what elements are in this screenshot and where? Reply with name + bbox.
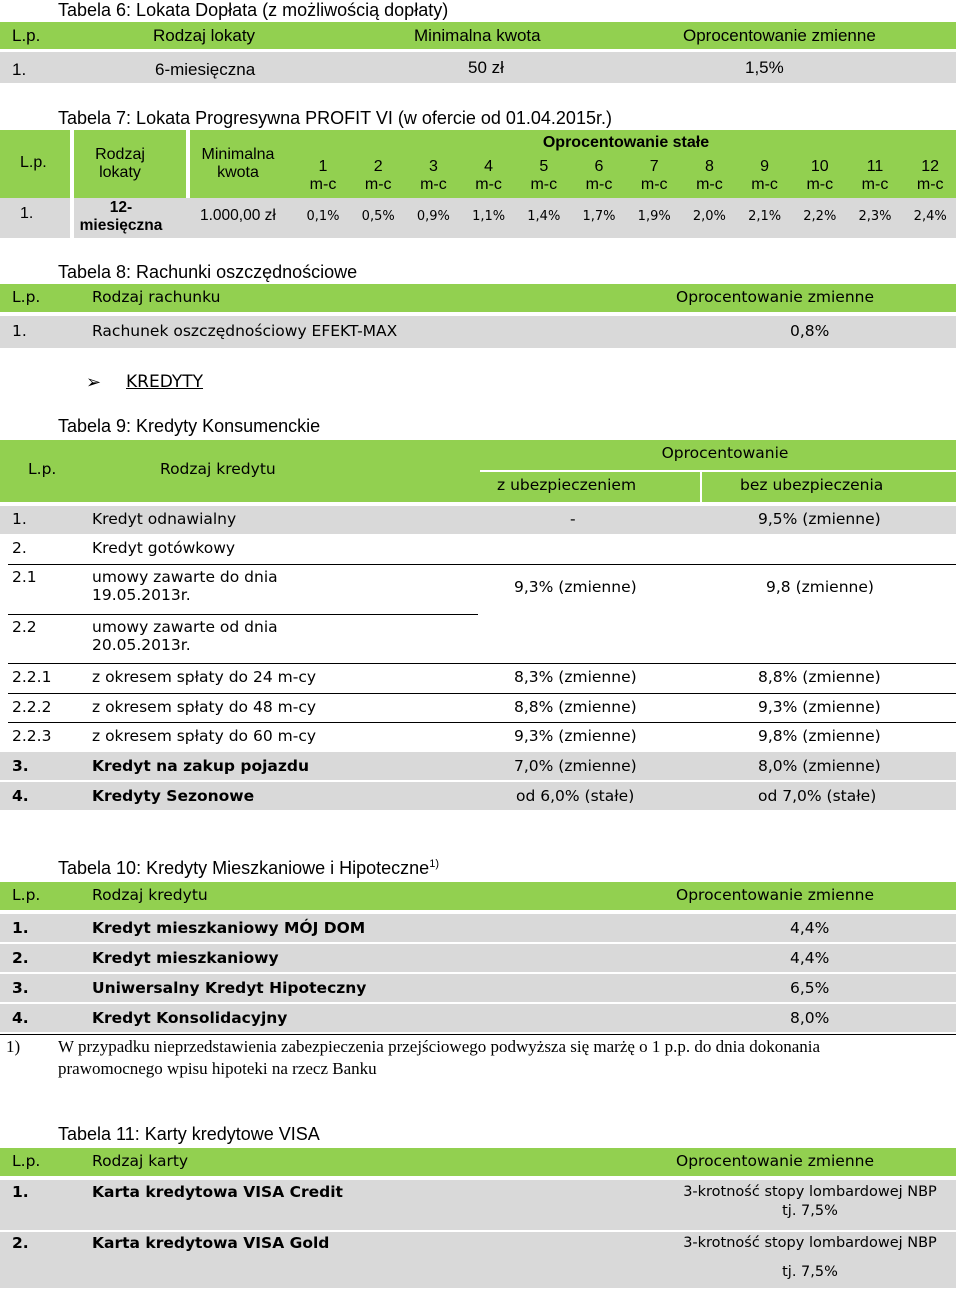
row-oprocentowanie: 0,8% <box>790 322 830 340</box>
row-rodzaj: 6-miesięczna <box>155 60 256 79</box>
row-rodzaj: z okresem spłaty do 48 m-cy <box>92 698 317 716</box>
table11-row <box>0 1232 956 1288</box>
table10-row <box>0 974 956 1002</box>
footnote-text: W przypadku nieprzedstawienia zabezpieczenia przejściowego podwyższa się marżę o 1 p.p. do dnia dokonania prawomocnego wpisu hipoteki na rzecz Banku <box>58 1037 821 1078</box>
row-lp: 1. <box>12 60 27 79</box>
t9-header-z-ubezpieczeniem: z ubezpieczeniem <box>497 476 637 494</box>
divider <box>8 722 956 723</box>
row-z-ubezp: 8,8% (zmienne) <box>514 698 637 716</box>
t7-rate-cell: 0,1% <box>306 209 340 224</box>
divider <box>8 693 956 694</box>
t7-rate-cell: 0,5% <box>361 209 395 224</box>
row-rodzaj: Uniwersalny Kredyt Hipoteczny <box>92 979 367 997</box>
row-z-ubezp: od 6,0% (stałe) <box>516 787 635 805</box>
row-rodzaj: Kredyty Sezonowe <box>92 787 255 805</box>
table10-header <box>0 882 956 910</box>
t9-header-bez-ubezpieczenia: bez ubezpieczenia <box>740 476 884 494</box>
row-lp: 2.2.2 <box>12 698 52 716</box>
header-rodzaj-karty: Rodzaj karty <box>92 1152 189 1170</box>
row-rodzaj: Kredyt na zakup pojazdu <box>92 757 310 775</box>
row-rodzaj: Karta kredytowa VISA Gold <box>92 1234 330 1252</box>
row-lp: 2.2.1 <box>12 668 52 686</box>
t7-header-lp: L.p. <box>20 154 47 171</box>
header-lp: L.p. <box>12 1152 41 1170</box>
table10-title: Tabela 10: Kredyty Mieszkaniowe i Hipoteczne$^{1)}$ <box>58 858 439 878</box>
table6-header <box>0 22 956 49</box>
row-lp: 2.1 <box>12 568 37 586</box>
t7-rates <box>296 209 952 229</box>
row-lp: 3. <box>12 757 29 775</box>
t7-months <box>296 158 952 198</box>
row-lp: 1. <box>12 1183 29 1201</box>
row-z-ubezp: - <box>570 510 576 528</box>
t7-rate-cell: 1,7% <box>582 209 616 224</box>
t7-month-header: 4 m-c <box>475 158 502 193</box>
row-rodzaj: Kredyt Konsolidacyjny <box>92 1009 288 1027</box>
row-lp: 4. <box>12 1009 29 1027</box>
bullet-arrow-icon: ➢ <box>86 372 102 392</box>
row-lp: 4. <box>12 787 29 805</box>
row-oprocentowanie: 8,0% <box>790 1009 830 1027</box>
t7-month-header: 8 m-c <box>696 158 723 193</box>
table7-divider <box>70 130 74 238</box>
table11-row <box>0 1180 956 1230</box>
t7-header-stale: Oprocentowanie stałe <box>542 134 710 151</box>
row-oprocentowanie: 6,5% <box>790 979 830 997</box>
header-oprocentowanie: Oprocentowanie zmienne <box>676 1152 875 1170</box>
row-lp: 1. <box>12 510 27 528</box>
table6-title: Tabela 6: Lokata Dopłata (z możliwością dopłaty) <box>58 0 449 20</box>
row-rodzaj: Kredyt mieszkaniowy <box>92 949 279 967</box>
t7-rate-cell: 2,0% <box>692 209 726 224</box>
t7-rate-cell: 1,9% <box>637 209 671 224</box>
row-lp: 3. <box>12 979 29 997</box>
header-oprocentowanie: Oprocentowanie zmienne <box>683 26 876 45</box>
header-lp: L.p. <box>12 26 41 45</box>
t7-month-header: 1 m-c <box>309 158 337 193</box>
header-oprocentowanie: Oprocentowanie zmienne <box>676 288 875 306</box>
t7-rate-cell: 1,1% <box>472 209 506 224</box>
t7-header-rodzaj: Rodzaj lokaty <box>95 146 145 182</box>
header-rodzaj-lokaty: Rodzaj lokaty <box>153 26 256 45</box>
header-rodzaj-rachunku: Rodzaj rachunku <box>92 288 221 306</box>
table9-row <box>0 506 956 534</box>
t9-header-lp: L.p. <box>28 460 57 478</box>
t7-rate-cell: 2,4% <box>913 209 947 224</box>
t7-month-header: 5 m-c <box>530 158 558 193</box>
table9-header-divider <box>480 470 956 472</box>
table8-title: Tabela 8: Rachunki oszczędnościowe <box>58 262 358 282</box>
row-oprocentowanie: 4,4% <box>790 919 830 937</box>
t7-month-header: 6 m-c <box>585 158 613 193</box>
row-lp: 2. <box>12 949 29 967</box>
row-rodzaj: Rachunek oszczędnościowy EFEKT-MAX <box>92 322 398 340</box>
table11-header <box>0 1148 956 1176</box>
row-rodzaj: Kredyt odnawialny <box>92 510 237 528</box>
row-lp: 1. <box>12 322 27 340</box>
row-bez-ubezp: 9,5% (zmienne) <box>758 510 881 528</box>
row-bez-ubezp: 9,8 (zmienne) <box>766 578 874 596</box>
section-kredyty-title: KREDYTY <box>126 372 204 392</box>
row-lp: 2. <box>12 539 27 557</box>
row-oprocentowanie: 3-krotność stopy lombardowej NBP tj. 7,5% <box>683 1184 937 1219</box>
table8-row <box>0 316 956 348</box>
row-bez-ubezp: 9,8% (zmienne) <box>758 727 881 745</box>
row-lp: 1. <box>12 919 29 937</box>
row-bez-ubezp: 9,3% (zmienne) <box>758 698 881 716</box>
t9-header-oprocentowanie: Oprocentowanie <box>661 444 789 462</box>
table10-row <box>0 914 956 942</box>
table9-title: Tabela 9: Kredyty Konsumenckie <box>58 416 321 436</box>
t7-month-header: 3 m-c <box>420 158 447 193</box>
table7-title: Tabela 7: Lokata Progresywna PROFIT VI (w ofercie od 01.04.2015r.) <box>58 108 612 128</box>
row-oprocentowanie: 1,5% <box>745 58 784 77</box>
row-bez-ubezp: 8,8% (zmienne) <box>758 668 881 686</box>
t7-row-kwota: 1.000,00 zł <box>200 207 276 224</box>
row-rodzaj: Kredyt mieszkaniowy MÓJ DOM <box>92 919 366 937</box>
t7-month-header: 7 m-c <box>640 158 668 193</box>
row-lp: 2.2.3 <box>12 727 52 745</box>
row-z-ubezp: 7,0% (zmienne) <box>514 757 637 775</box>
divider <box>0 1034 956 1035</box>
table6-row <box>0 52 956 83</box>
header-minimalna-kwota: Minimalna kwota <box>414 26 541 45</box>
header-rodzaj-kredytu: Rodzaj kredytu <box>92 886 208 904</box>
t7-row-lp: 1. <box>20 205 34 222</box>
row-z-ubezp: 9,3% (zmienne) <box>514 578 637 596</box>
divider <box>8 663 956 664</box>
table9-row <box>0 752 956 780</box>
t7-header-kwota: Minimalna kwota <box>201 146 275 182</box>
row-lp: 2.2 <box>12 618 37 636</box>
t7-month-header: 10 m-c <box>806 158 834 193</box>
table8-header <box>0 284 956 312</box>
t7-month-header: 11 m-c <box>861 158 889 193</box>
row-rodzaj: umowy zawarte od dnia 20.05.2013r. <box>92 618 278 654</box>
row-oprocentowanie: 3-krotność stopy lombardowej NBP tj. 7,5% <box>683 1235 937 1280</box>
table10-row <box>0 944 956 972</box>
t7-rate-cell: 0,9% <box>416 209 450 224</box>
t7-rate-cell: 2,2% <box>803 209 837 224</box>
header-oprocentowanie: Oprocentowanie zmienne <box>676 886 875 904</box>
footnote-number: 1) <box>6 1037 21 1056</box>
row-kwota: 50 zł <box>468 58 504 77</box>
t7-rate-cell: 2,3% <box>858 209 892 224</box>
row-rodzaj: Kredyt gotówkowy <box>92 539 236 557</box>
divider <box>8 614 478 615</box>
t7-month-header: 9 m-c <box>751 158 778 193</box>
t7-rate-cell: 2,1% <box>748 209 782 224</box>
t7-row-rodzaj: 12- miesięczna <box>79 199 163 234</box>
row-rodzaj: z okresem spłaty do 60 m-cy <box>92 727 317 745</box>
row-rodzaj: Karta kredytowa VISA Credit <box>92 1183 343 1201</box>
t9-header-rodzaj: Rodzaj kredytu <box>160 460 276 478</box>
t7-rate-cell: 1,4% <box>527 209 561 224</box>
table11-title: Tabela 11: Karty kredytowe VISA <box>58 1124 320 1144</box>
header-lp: L.p. <box>12 288 41 306</box>
table9-header-divider <box>700 472 702 502</box>
divider <box>8 564 956 565</box>
header-lp: L.p. <box>12 886 41 904</box>
table10-row <box>0 1004 956 1032</box>
row-z-ubezp: 8,3% (zmienne) <box>514 668 637 686</box>
t7-month-header: 2 m-c <box>364 158 392 193</box>
row-lp: 2. <box>12 1234 29 1252</box>
t7-month-header: 12 m-c <box>916 158 944 193</box>
row-rodzaj: umowy zawarte do dnia 19.05.2013r. <box>92 568 278 604</box>
row-bez-ubezp: 8,0% (zmienne) <box>758 757 881 775</box>
table9-row <box>0 782 956 810</box>
row-rodzaj: z okresem spłaty do 24 m-cy <box>92 668 317 686</box>
row-oprocentowanie: 4,4% <box>790 949 830 967</box>
row-bez-ubezp: od 7,0% (stałe) <box>758 787 877 805</box>
row-z-ubezp: 9,3% (zmienne) <box>514 727 637 745</box>
